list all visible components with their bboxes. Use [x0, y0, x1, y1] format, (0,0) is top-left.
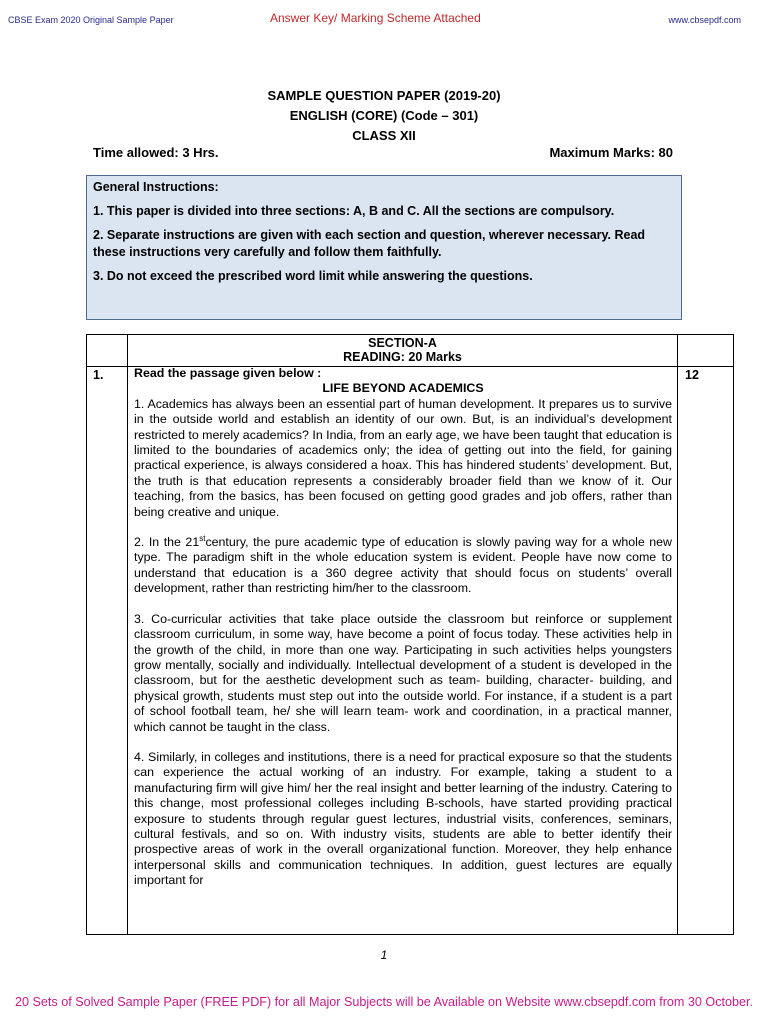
section-name: SECTION-A [368, 336, 437, 350]
passage-paragraph: 4. Similarly, in colleges and institutions, there is a need for practical exposure so that the students can experience the actual working of an industry. For example, taking a student to a manufacturing firm will give him/ her the real insight and better learning of the industry. Catering to this change, most professional colleges including B-schools, have started providing practical exposure to students through regular guest lectures, industrial visits, conferences, seminars, cultural festivals, and so on. With industry visits, students are able to better identify their prospective areas of work in the overall organizational function. Moreover, they help enhance interpersonal skills and communication techniques. In addition, guest lectures are equally important for [134, 749, 672, 888]
header-website-link[interactable]: www.cbsepdf.com [668, 15, 741, 25]
para2-rest: century, the pure academic type of education is slowly paving way for a whole new type. The paradigm shift in the whole education system is evident. People have now come to understand that education is a 360 degree activity that should focus on students’ overall development, rather than restricting him/her to the classroom. [134, 535, 672, 596]
general-instructions-box [86, 175, 682, 320]
instruction-item: 1. This paper is divided into three sections: A, B and C. All the sections are compulsory. [93, 204, 615, 218]
column-divider [677, 335, 678, 934]
passage-title: LIFE BEYOND ACADEMICS [322, 381, 484, 396]
question-content [134, 366, 672, 934]
maximum-marks: Maximum Marks: 80 [549, 145, 673, 160]
header-left-text: CBSE Exam 2020 Original Sample Paper [8, 15, 174, 25]
paper-subject: ENGLISH (CORE) (Code – 301) [289, 108, 479, 123]
paper-class: CLASS XII [352, 128, 416, 143]
question-number: 1. [93, 368, 104, 382]
column-divider [127, 335, 128, 934]
question-marks: 12 [685, 368, 699, 382]
footer-banner: 20 Sets of Solved Sample Paper (FREE PDF) for all Major Subjects will be Available on Website www.cbsepdf.com from 30 October. [15, 995, 753, 1009]
time-allowed: Time allowed: 3 Hrs. [93, 145, 219, 160]
instruction-item: 3. Do not exceed the prescribed word limit while answering the questions. [93, 269, 533, 283]
section-subtitle: READING: 20 Marks [343, 350, 462, 364]
page-number: 1 [380, 948, 388, 962]
passage-paragraph: 3. Co-curricular activities that take place outside the classroom but reinforce or supplement classroom curriculum, in some way, have become a point of focus today. These activities help in the growth of the child, in more than one way. Participating in such activities helps youngsters grow mentally, socially and individually. Intellectual development of a student is developed in the classroom, but for the aesthetic development such as team- building, character- building, and physical growth, students must step out into the outside world. For instance, if a student is a part of school football team, he/ she will learn team- work and coordination, in a practical manner, which cannot be taught in the class. [134, 611, 672, 734]
section-heading [128, 336, 677, 364]
instructions-heading: General Instructions: [93, 180, 219, 194]
passage-paragraph: 1. Academics has always been an essential part of human development. It prepares us to survive in the outside world and establish an identity of our own. But, is an individual’s development restricted to merely academics? In India, from an early age, we have been taught that education is limited to the boundaries of academics only; the idea of getting out into the field, for gaining practical experience, is always considered a hoax. This has hindered students’ development. But, the truth is that education represents a considerably broader field than we know of it. Our teaching, from the basics, has been focused on getting good grades and job offers, rather than being creative and unique. [134, 396, 672, 519]
paper-title: SAMPLE QUESTION PAPER (2019-20) [267, 88, 501, 103]
instruction-item: 2. Separate instructions are given with each section and question, wherever necessary. Read these instructions very carefully and follow them faithfully. [93, 228, 646, 259]
header-center-text: Answer Key/ Marking Scheme Attached [270, 11, 481, 25]
question-intro: Read the passage given below : [134, 366, 322, 380]
para2-superscript: st [199, 533, 206, 543]
para2-start: 2. In the 21 [134, 535, 200, 550]
passage-paragraph [134, 535, 672, 597]
